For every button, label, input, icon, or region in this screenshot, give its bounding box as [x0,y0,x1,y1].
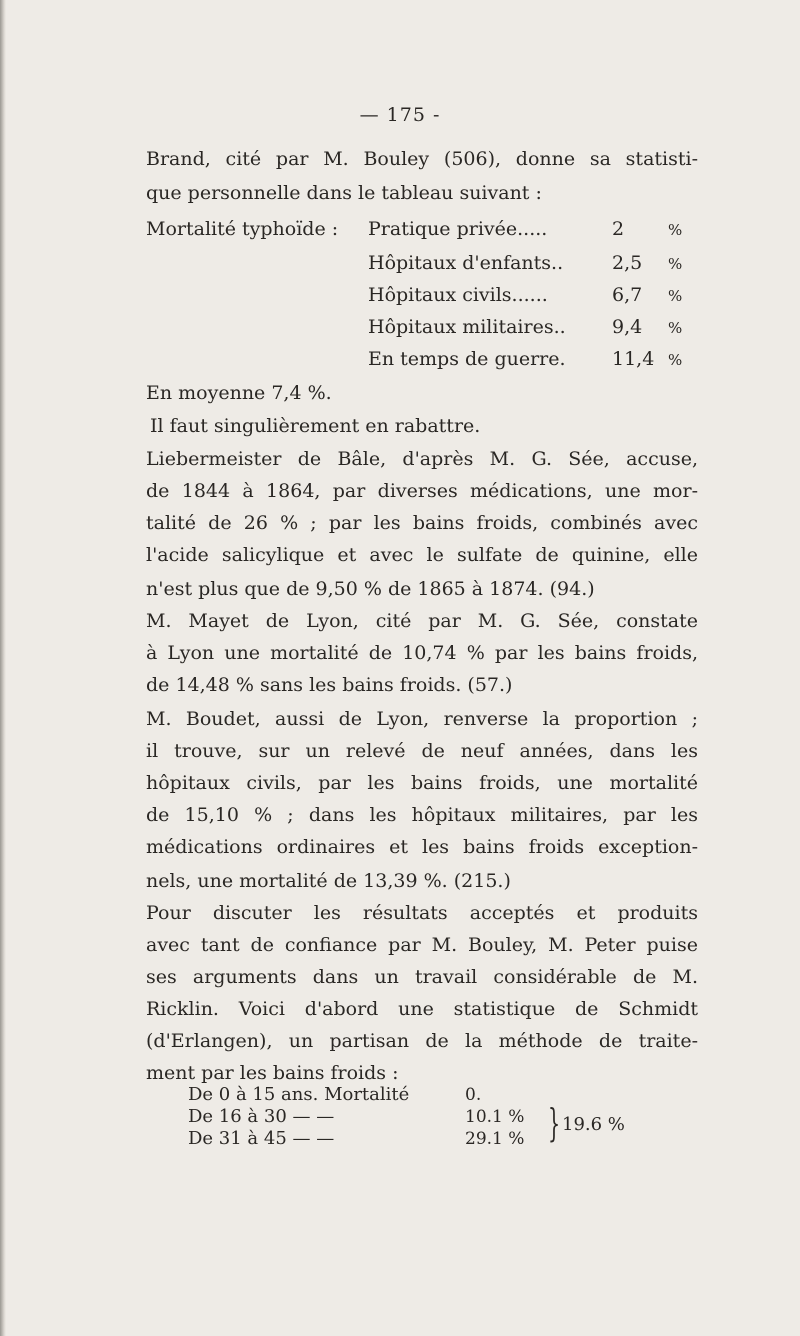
table-row-unit: % [668,351,683,369]
paragraph-line: ment par les bains froids : [146,1062,399,1084]
table-row-unit: % [668,255,683,273]
paragraph-line: que personnelle dans le tableau suivant : [146,182,542,204]
table-row-value: 11,4 [612,348,655,370]
paragraph-line: M. Mayet de Lyon, cité par M. G. Sée, constate [146,610,698,632]
paragraph-line: Brand, cité par M. Bouley (506), donne sa statisti- [146,148,698,170]
table-row-unit: % [668,287,683,305]
page-binding-edge [0,0,6,1336]
age-mortality: 29.1 % [465,1129,525,1149]
table-row-unit: % [668,319,683,337]
table-row-item: Hôpitaux d'enfants.. [368,252,564,274]
table-row-item: Hôpitaux militaires.. [368,316,566,338]
table-row-value: 6,7 [612,284,643,306]
paragraph-line: Liebermeister de Bâle, d'après M. G. Sée, accuse, [146,448,698,470]
paragraph-line: Il faut singulièrement en rabattre. [150,415,481,437]
table-label: Mortalité typhoïde : [146,218,339,240]
table-row-unit: % [668,221,683,239]
paragraph-line: à Lyon une mortalité de 10,74 % par les bains froids, [146,642,698,664]
paragraph-line: il trouve, sur un relevé de neuf années, dans les [146,740,698,762]
paragraph-line: de 15,10 % ; dans les hôpitaux militaires, par les [146,804,698,826]
paragraph-line: Pour discuter les résultats acceptés et produits [146,902,698,924]
paragraph-line: avec tant de confiance par M. Bouley, M. Peter puise [146,934,698,956]
age-range: De 31 à 45 — — [188,1128,335,1149]
age-range: De 16 à 30 — — [188,1106,335,1127]
paragraph-line: Ricklin. Voici d'abord une statistique de Schmidt [146,998,698,1020]
paragraph-line: nels, une mortalité de 13,39 %. (215.) [146,870,511,892]
table-row-item: Hôpitaux civils...... [368,284,548,306]
age-mortality: 10.1 % [465,1107,525,1127]
paragraph-line: talité de 26 % ; par les bains froids, combinés avec [146,512,698,534]
table-row-value: 2,5 [612,252,643,274]
paragraph-line: l'acide salicylique et avec le sulfate de quinine, elle [146,544,698,566]
paragraph-line: de 14,48 % sans les bains froids. (57.) [146,674,513,696]
table-row-value: 9,4 [612,316,643,338]
table-row-value: 2 [612,218,625,240]
paragraph-line: ses arguments dans un travail considérable de M. [146,966,698,988]
paragraph-line: (d'Erlangen), un partisan de la méthode de traite- [146,1030,698,1052]
table-row-item: Pratique privée..... [368,218,548,240]
age-mortality: 0. [465,1085,482,1105]
page-number: — 175 - [359,104,441,126]
paragraph-line: hôpitaux civils, par les bains froids, une mortalité [146,772,698,794]
age-range: De 0 à 15 ans. Mortalité [188,1084,410,1105]
paragraph-line: médications ordinaires et les bains froids exception- [146,836,698,858]
paragraph-line: de 1844 à 1864, par diverses médications, une mor- [146,480,698,502]
paragraph-line: n'est plus que de 9,50 % de 1865 à 1874. (94.) [146,578,595,600]
moyenne-line: En moyenne 7,4 %. [146,382,332,404]
age-total: 19.6 % [562,1114,625,1135]
brace-symbol: } [548,1101,561,1145]
table-row-item: En temps de guerre. [368,348,566,370]
paragraph-line: M. Boudet, aussi de Lyon, renverse la proportion ; [146,708,698,730]
